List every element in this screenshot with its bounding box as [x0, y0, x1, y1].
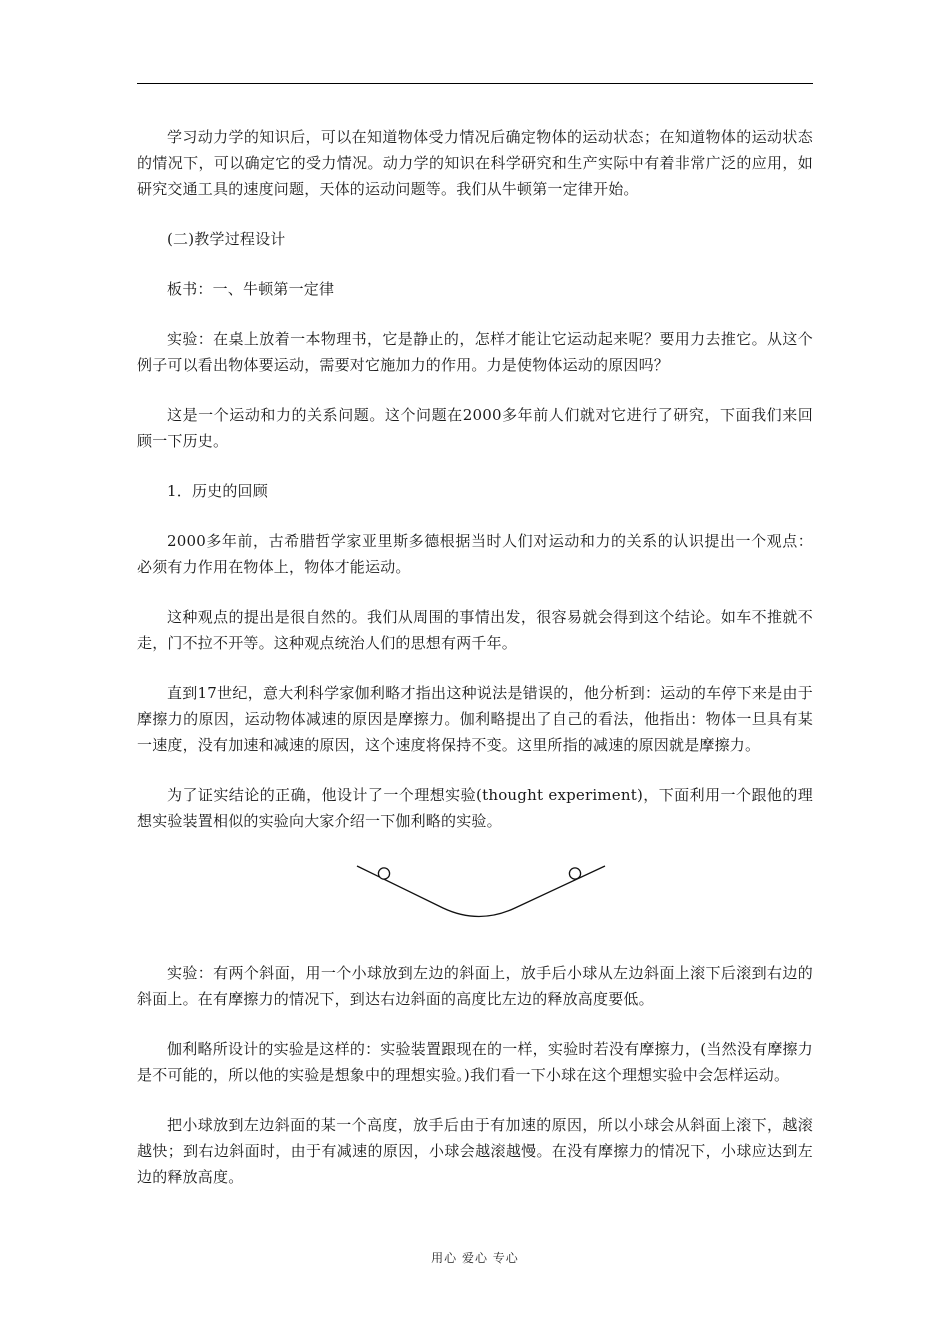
- left-ball: [378, 868, 389, 879]
- paragraph-ideal-experiment: 伽利略所设计的实验是这样的：实验装置跟现在的一样，实验时若没有摩擦力，(当然没有摩擦力是不可能的，所以他的实验是想象中的理想实验。)我们看一下小球在这个理想实验中会怎样运动。: [137, 1040, 813, 1084]
- header-rule: [137, 83, 813, 84]
- paragraph-motion-force-question: 这是一个运动和力的关系问题。这个问题在2000多年前人们就对它进行了研究，下面我们来回顾一下历史。: [137, 406, 813, 450]
- paragraph-intro: 学习动力学的知识后，可以在知道物体受力情况后确定物体的运动状态；在知道物体的运动状态的情况下，可以确定它的受力情况。动力学的知识在科学研究和生产实际中有着非常广泛的应用，如研究交通工具的速度问题，天体的运动问题等。我们从牛顿第一定律开始。: [137, 128, 813, 198]
- incline-diagram: [355, 864, 607, 928]
- paragraph-aristotle: 2000多年前，古希腊哲学家亚里斯多德根据当时人们对运动和力的关系的认识提出一个观点：必须有力作用在物体上，物体才能运动。: [137, 532, 813, 576]
- subheading-history-review: 1．历史的回顾: [167, 482, 268, 500]
- incline-track: [357, 866, 605, 917]
- page-footer: 用心 爱心 专心: [431, 1251, 519, 1265]
- paragraph-natural-view: 这种观点的提出是很自然的。我们从周围的事情出发，很容易就会得到这个结论。如车不推就不走，门不拉不开等。这种观点统治人们的思想有两千年。: [137, 608, 813, 652]
- incline-figure: [137, 856, 813, 952]
- paragraph-book-experiment: 实验：在桌上放着一本物理书，它是静止的，怎样才能让它运动起来呢？要用力去推它。从这个例子可以看出物体要运动，需要对它施加力的作用。力是使物体运动的原因吗？: [137, 330, 813, 374]
- document-body: [137, 124, 813, 1214]
- paragraph-ball-release: 把小球放到左边斜面的某一个高度，放手后由于有加速的原因，所以小球会从斜面上滚下，越滚越快；到右边斜面时，由于有减速的原因，小球会越滚越慢。在没有摩擦力的情况下，小球应达到左边的释放高度。: [137, 1116, 813, 1186]
- blackboard-heading: 板书：一、牛顿第一定律: [167, 280, 335, 298]
- paragraph-galileo: 直到17世纪，意大利科学家伽利略才指出这种说法是错误的，他分析到：运动的车停下来是由于摩擦力的原因，运动物体减速的原因是摩擦力。伽利略提出了自己的看法，他指出：物体一旦具有某一速度，没有加速和减速的原因，这个速度将保持不变。这里所指的减速的原因就是摩擦力。: [137, 684, 813, 754]
- right-ball: [569, 868, 580, 879]
- section-heading-teaching-process: (二)教学过程设计: [167, 230, 286, 248]
- paragraph-two-inclines: 实验：有两个斜面，用一个小球放到左边的斜面上，放手后小球从左边斜面上滚下后滚到右边的斜面上。在有摩擦力的情况下，到达右边斜面的高度比左边的释放高度要低。: [137, 964, 813, 1008]
- paragraph-thought-experiment: 为了证实结论的正确，他设计了一个理想实验(thought experiment)，下面利用一个跟他的理想实验装置相似的实验向大家介绍一下伽利略的实验。: [137, 786, 813, 830]
